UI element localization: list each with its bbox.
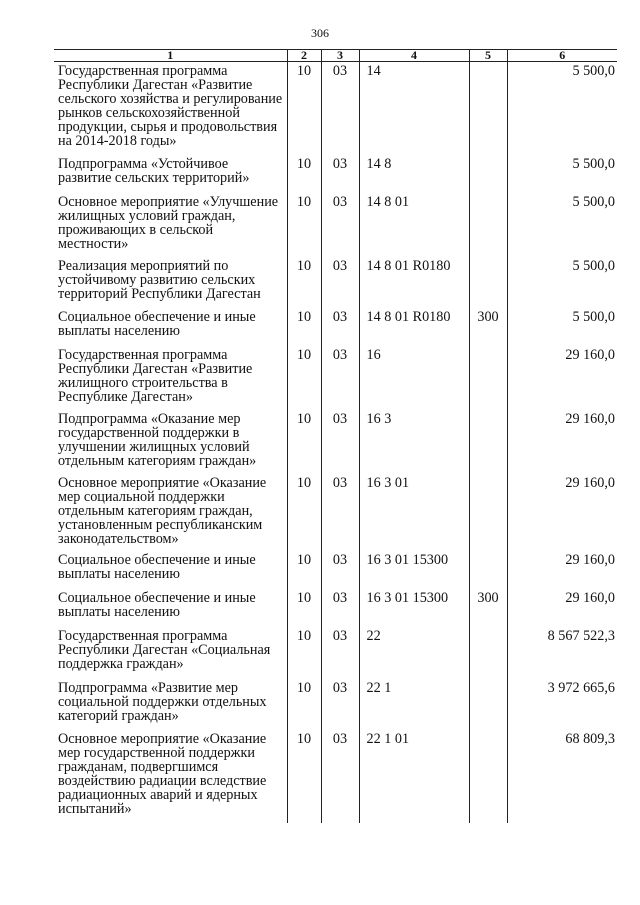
row-expense-type: 300 bbox=[469, 308, 507, 346]
row-subsection: 03 bbox=[321, 589, 359, 627]
row-expense-type bbox=[469, 62, 507, 155]
header-col-6: 6 bbox=[507, 50, 617, 62]
row-expense-type bbox=[469, 346, 507, 410]
row-target-article: 14 8 01 R0180 bbox=[359, 257, 469, 308]
row-amount: 29 160,0 bbox=[507, 474, 617, 551]
row-subsection: 03 bbox=[321, 474, 359, 551]
row-subsection: 03 bbox=[321, 308, 359, 346]
table-row bbox=[54, 62, 617, 155]
row-expense-type bbox=[469, 551, 507, 589]
row-section: 10 bbox=[287, 410, 321, 474]
row-section: 10 bbox=[287, 257, 321, 308]
row-section: 10 bbox=[287, 730, 321, 823]
row-subsection: 03 bbox=[321, 155, 359, 193]
row-name: Государственная программа Республики Дагестан «Развитие сельского хозяйства и регулирование рынков сельскохозяйственной продукции, сырья и продовольствия на 2014-2018 годы» bbox=[58, 63, 283, 149]
row-expense-type: 300 bbox=[469, 589, 507, 627]
row-section: 10 bbox=[287, 308, 321, 346]
row-target-article: 22 1 bbox=[359, 679, 469, 730]
row-name: Социальное обеспечение и иные выплаты населению bbox=[58, 551, 256, 582]
row-name: Государственная программа Республики Дагестан «Развитие жилищного строительства в Республике Дагестан» bbox=[58, 346, 253, 405]
row-amount: 8 567 522,3 bbox=[507, 627, 617, 679]
row-target-article: 16 bbox=[359, 346, 469, 410]
row-subsection: 03 bbox=[321, 627, 359, 679]
row-amount: 5 500,0 bbox=[507, 193, 617, 257]
row-name: Основное мероприятие «Оказание мер государственной поддержки гражданам, подвергшимся воздействию радиации вследствие радиационных аварий и ядерных испытаний» bbox=[58, 730, 267, 817]
row-expense-type bbox=[469, 627, 507, 679]
row-target-article: 16 3 01 bbox=[359, 474, 469, 551]
row-amount: 29 160,0 bbox=[507, 551, 617, 589]
row-subsection: 03 bbox=[321, 551, 359, 589]
header-col-3: 3 bbox=[321, 50, 359, 62]
row-target-article: 14 8 bbox=[359, 155, 469, 193]
table-row bbox=[54, 410, 617, 474]
row-target-article: 14 bbox=[359, 62, 469, 155]
row-amount: 29 160,0 bbox=[507, 589, 617, 627]
row-subsection: 03 bbox=[321, 193, 359, 257]
row-target-article: 16 3 01 15300 bbox=[359, 551, 469, 589]
table-row bbox=[54, 155, 617, 193]
row-section: 10 bbox=[287, 627, 321, 679]
header-col-2: 2 bbox=[287, 50, 321, 62]
row-subsection: 03 bbox=[321, 257, 359, 308]
row-target-article: 16 3 01 15300 bbox=[359, 589, 469, 627]
row-section: 10 bbox=[287, 589, 321, 627]
row-name: Подпрограмма «Оказание мер государственной поддержки в улучшении жилищных условий отдельным категориям граждан» bbox=[58, 410, 257, 469]
row-name: Основное мероприятие «Оказание мер социальной поддержки отдельным категориям граждан, установленным республиканским законодательством» bbox=[58, 474, 267, 547]
row-amount: 29 160,0 bbox=[507, 410, 617, 474]
row-amount: 68 809,3 bbox=[507, 730, 617, 823]
row-amount: 5 500,0 bbox=[507, 257, 617, 308]
table-row bbox=[54, 551, 617, 589]
row-target-article: 22 1 01 bbox=[359, 730, 469, 823]
row-amount: 5 500,0 bbox=[507, 155, 617, 193]
row-expense-type bbox=[469, 679, 507, 730]
row-section: 10 bbox=[287, 155, 321, 193]
row-target-article: 14 8 01 R0180 bbox=[359, 308, 469, 346]
row-amount: 29 160,0 bbox=[507, 346, 617, 410]
row-section: 10 bbox=[287, 679, 321, 730]
row-section: 10 bbox=[287, 551, 321, 589]
table-row bbox=[54, 257, 617, 308]
table-row bbox=[54, 679, 617, 730]
header-col-1: 1 bbox=[54, 50, 287, 62]
budget-table bbox=[54, 49, 617, 823]
row-amount: 5 500,0 bbox=[507, 62, 617, 155]
row-expense-type bbox=[469, 155, 507, 193]
table-row bbox=[54, 193, 617, 257]
row-subsection: 03 bbox=[321, 730, 359, 823]
row-amount: 5 500,0 bbox=[507, 308, 617, 346]
row-expense-type bbox=[469, 474, 507, 551]
row-name: Подпрограмма «Устойчивое развитие сельских территорий» bbox=[58, 155, 250, 186]
row-subsection: 03 bbox=[321, 346, 359, 410]
row-name: Основное мероприятие «Улучшение жилищных условий граждан, проживающих в сельской местности» bbox=[58, 193, 279, 252]
table-row bbox=[54, 730, 617, 823]
row-target-article: 22 bbox=[359, 627, 469, 679]
row-target-article: 14 8 01 bbox=[359, 193, 469, 257]
table-row bbox=[54, 627, 617, 679]
row-expense-type bbox=[469, 257, 507, 308]
row-section: 10 bbox=[287, 346, 321, 410]
row-name: Социальное обеспечение и иные выплаты населению bbox=[58, 308, 256, 339]
page-number: 306 bbox=[311, 26, 329, 40]
row-expense-type bbox=[469, 410, 507, 474]
row-name: Государственная программа Республики Дагестан «Социальная поддержка граждан» bbox=[58, 627, 271, 672]
row-subsection: 03 bbox=[321, 410, 359, 474]
row-section: 10 bbox=[287, 193, 321, 257]
row-name: Подпрограмма «Развитие мер социальной поддержки отдельных категорий граждан» bbox=[58, 679, 267, 724]
row-section: 10 bbox=[287, 62, 321, 155]
row-expense-type bbox=[469, 730, 507, 823]
table-row bbox=[54, 308, 617, 346]
row-expense-type bbox=[469, 193, 507, 257]
header-col-5: 5 bbox=[469, 50, 507, 62]
header-row bbox=[54, 50, 617, 62]
row-subsection: 03 bbox=[321, 679, 359, 730]
row-name: Реализация мероприятий по устойчивому развитию сельских территорий Республики Дагестан bbox=[58, 257, 261, 302]
header-col-4: 4 bbox=[359, 50, 469, 62]
row-target-article: 16 3 bbox=[359, 410, 469, 474]
row-subsection: 03 bbox=[321, 62, 359, 155]
row-section: 10 bbox=[287, 474, 321, 551]
table-row bbox=[54, 474, 617, 551]
row-amount: 3 972 665,6 bbox=[507, 679, 617, 730]
row-name: Социальное обеспечение и иные выплаты населению bbox=[58, 589, 256, 620]
table-row bbox=[54, 589, 617, 627]
table-row bbox=[54, 346, 617, 410]
